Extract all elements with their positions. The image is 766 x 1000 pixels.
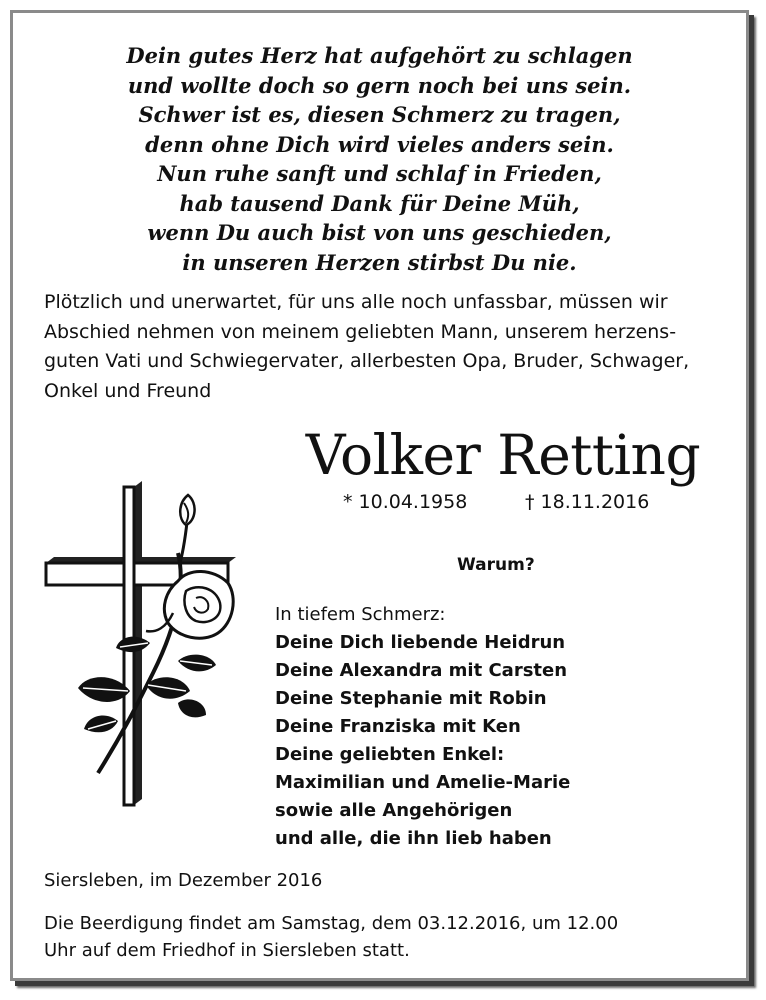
intro-line: Plötzlich und unerwartet, für uns alle noch unfassbar, müssen wir [44,291,668,313]
birth-date: * 10.04.1958 [343,491,468,513]
family-intro: In tiefem Schmerz: [275,604,446,625]
poem-line: Nun ruhe sanft und schlaf in Frieden, [157,161,602,186]
family-member: Deine geliebten Enkel: [275,744,505,765]
obituary-frame [10,10,749,981]
poem-line: wenn Du auch bist von uns geschieden, [147,220,612,245]
question-text: Warum? [457,555,535,575]
poem-line: Dein gutes Herz hat aufgehört zu schlagen [126,43,633,68]
funeral-notice [44,910,734,964]
family-member: Deine Stephanie mit Robin [275,688,547,709]
family-member: sowie alle Angehörigen [275,800,513,821]
intro-line: Abschied nehmen von meinem geliebten Mann, unserem herzens- [44,320,677,343]
family-member: und alle, die ihn lieb haben [275,828,552,849]
intro-text [44,288,734,406]
poem-line: Schwer ist es, diesen Schmerz zu tragen, [138,102,621,127]
family-member: Deine Dich liebende Heidrun [275,632,566,653]
family-member: Deine Alexandra mit Carsten [275,660,568,681]
poem-line: denn ohne Dich wird vieles anders sein. [145,131,614,157]
cross-with-rose-icon [38,473,243,813]
poem-line: und wollte doch so gern noch bei uns sein. [127,72,632,98]
death-date: † 18.11.2016 [525,491,650,513]
poem [13,41,746,277]
place-date: Siersleben, im Dezember 2016 [44,870,323,891]
intro-line: guten Vati und Schwiegervater, allerbesten Opa, Bruder, Schwager, [44,350,690,372]
poem-line: in unseren Herzen stirbst Du nie. [182,249,577,275]
family-member: Maximilian und Amelie-Marie [275,772,571,793]
family-member: Deine Franziska mit Ken [275,716,521,737]
poem-line: hab tausend Dank für Deine Müh, [179,190,580,216]
funeral-line: Uhr auf dem Friedhof in Siersleben statt. [44,940,410,961]
intro-line: Onkel und Freund [44,379,212,402]
family-list [275,601,695,853]
funeral-line: Die Beerdigung findet am Samstag, dem 03.12.2016, um 12.00 [44,913,619,934]
deceased-name: Volker Retting [305,423,701,487]
